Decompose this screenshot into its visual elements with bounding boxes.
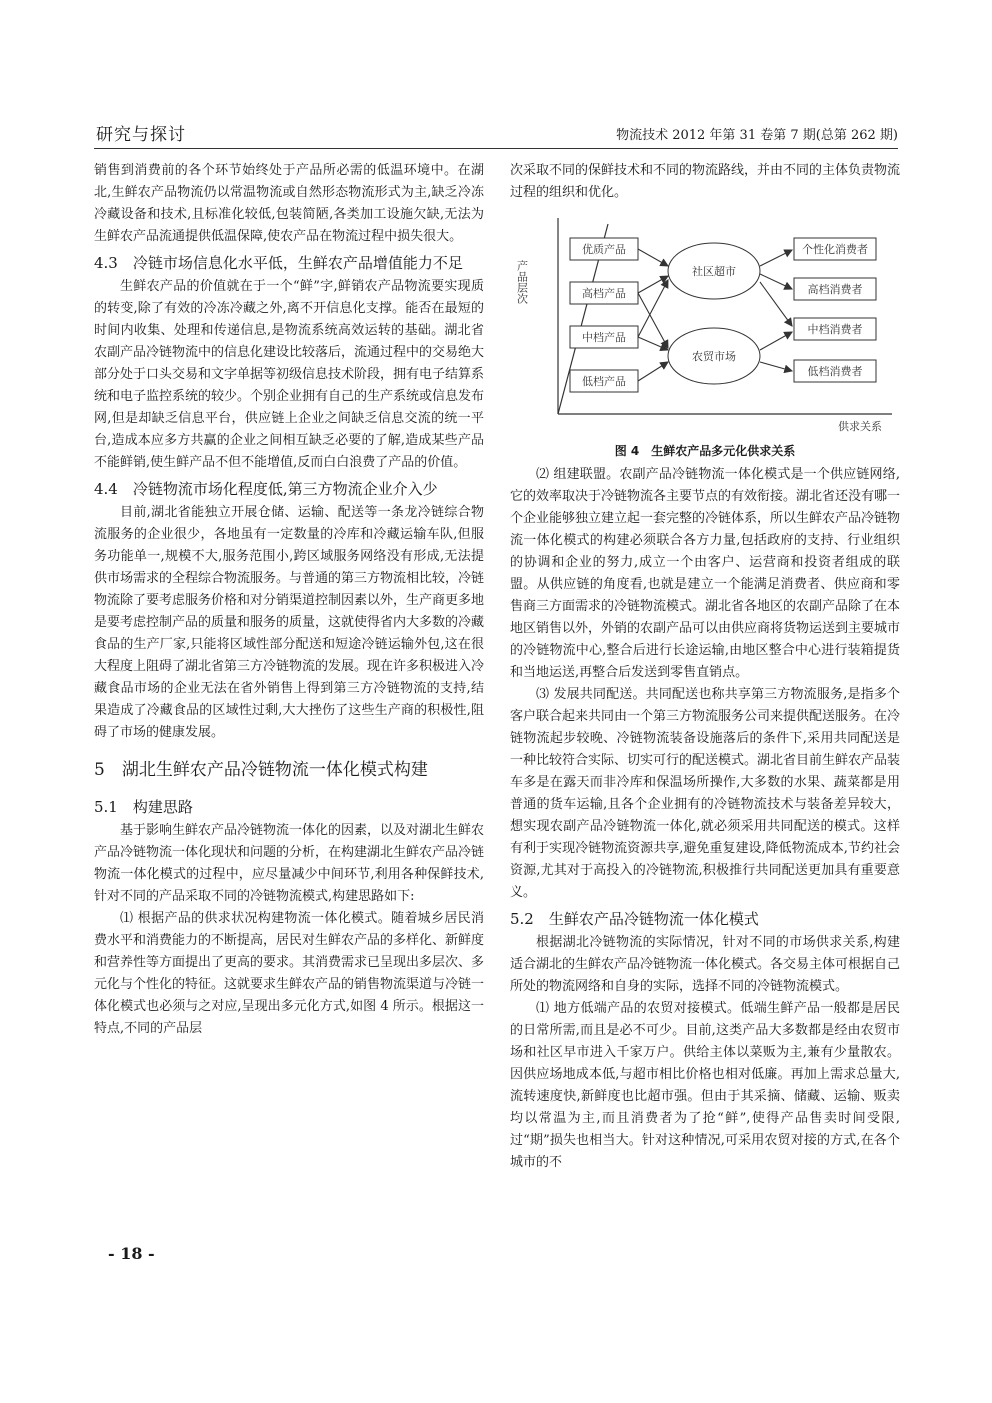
journal-info: 物流技术 2012 年第 31 卷第 7 期(总第 262 期)	[616, 128, 898, 143]
header-rule	[94, 148, 898, 149]
product-label: 高档产品	[582, 287, 626, 300]
consumer-label: 低档消费者	[807, 365, 863, 378]
market-label: 农贸市场	[692, 350, 736, 363]
paragraph: ⑴ 根据产品的供求状况构建物流一体化模式。随着城乡居民消费水平和消费能力的不断提高，居民对生鲜农产品的多样化、新鲜度和营养性等方面提出了更高的要求。其消费需求已呈现出多层次、多元化与个性化的特征。这就要求生鲜农产品的销售物流渠道与冷链一体化模式也必须与之对应,呈现出多元化方式,如图 4 所示。根据这一特点,不同的产品层	[94, 911, 485, 1036]
paragraph: 目前,湖北省能独立开展仓储、运输、配送等一条龙冷链综合物流服务的企业很少，各地虽有一定数量的冷库和冷藏运输车队,但服务功能单一,规模不大,服务范围小,跨区域服务网络没有形成,无法提供市场需求的全程综合物流服务。与普通的第三方物流相比较，冷链物流除了要考虑服务价格和对分销渠道控制因素以外，生产商更多地是要考虑控制产品的质量和服务的质量，这就使得省内大多数的冷藏食品的生产厂家,只能将区域性部分配送和短途冷链运输外包,这在很大程度上阻碍了湖北省第三方冷链物流的发展。现在许多积极进入冷藏食品市场的企业无法在省外销售上得到第三方冷链物流的支持,结果造成了冷藏食品的区域性过剩,大大挫伤了这些生产商的积极性,阻碍了市场的健康发展。	[94, 505, 485, 740]
paragraph: 次采取不同的保鲜技术和不同的物流路线，并由不同的主体负责物流过程的组织和优化。	[510, 163, 901, 200]
consumer-label: 中档消费者	[807, 323, 863, 336]
y-axis-label: 产品层次	[515, 260, 529, 304]
heading-4-4: 4.4 冷链物流市场化程度低,第三方物流企业介入少	[94, 480, 438, 498]
section-title: 研究与探讨	[96, 125, 186, 145]
paragraph: 生鲜农产品的价值就在于一个“鲜”字,鲜销农产品物流要实现质的转变,除了有效的冷冻冷藏之外,离不开信息化支撑。能否在最短的时间内收集、处理和传递信息,是物流系统高效运转的基础。湖北省农副产品冷链物流中的信息化建设比较落后，流通过程中的交易绝大部分处于口头交易和文字单据等初级信息技术阶段，拥有电子结算系统和电子监控系统的较少。个别企业拥有自己的生产系统或信息发布网,但是却缺乏信息平台，供应链上企业之间缺乏信息交流的统一平台,造成本应多方共赢的企业之间相互缺乏必要的了解,造成某些产品不能鲜销,使生鲜产品不但不能增值,反而白白浪费了产品的价值。	[94, 279, 485, 470]
market-ellipses	[668, 243, 760, 384]
paragraph: ⑶ 发展共同配送。共同配送也称共享第三方物流服务,是指多个客户联合起来共同由一个第三方物流服务公司来提供配送服务。在冷链物流起步较晚、冷链物流装备设施落后的条件下,采用共同配送是一种比较符合实际、切实可行的配送模式。湖北省目前生鲜农产品装车多是在露天而非冷库和保温场所操作,大多数的水果、蔬菜都是用普通的货车运输,且各个企业拥有的冷链物流技术与装备差异较大，想实现农副产品冷链物流一体化,就必须采用共同配送的模式。这样有利于实现冷链物流资源共享,避免重复建设,降低物流成本,节约社会资源,尤其对于高投入的冷链物流,积极推行共同配送更加具有重要意义。	[510, 687, 901, 900]
paragraph: 根据湖北冷链物流的实际情况，针对不同的市场供求关系,构建适合湖北的生鲜农产品冷链物流一体化模式。各交易主体可根据自己所处的物流网络和自身的实际，选择不同的冷链物流模式。	[510, 935, 901, 994]
consumer-label: 高档消费者	[807, 283, 863, 296]
consumer-label: 个性化消费者	[802, 243, 868, 256]
running-header	[94, 118, 898, 148]
x-axis-label: 供求关系	[838, 420, 882, 433]
market-label: 社区超市	[692, 265, 736, 278]
paragraph: 销售到消费前的各个环节始终处于产品所必需的低温环境中。在湖北,生鲜农产品物流仍以常温物流或自然形态物流形式为主,缺乏冷冻冷藏设备和技术,且标准化较低,包装简陋,各类加工设施欠缺,无法为生鲜农产品流通提供低温保障,使农产品在物流过程中损失很大。	[94, 163, 484, 244]
product-label: 中档产品	[582, 331, 626, 344]
consumer-boxes	[794, 238, 876, 382]
supply-demand-diagram	[510, 210, 900, 434]
heading-4-3: 4.3 冷链市场信息化水平低，生鲜农产品增值能力不足	[94, 254, 463, 272]
heading-5-1: 5.1 构建思路	[94, 798, 193, 816]
product-label: 低档产品	[582, 375, 626, 388]
paragraph: ⑵ 组建联盟。农副产品冷链物流一体化模式是一个供应链网络,它的效率取决于冷链物流各主要节点的有效衔接。湖北省还没有哪一个企业能够独立建立起一套完整的冷链体系，所以生鲜农产品冷链物流一体化模式的构建必须联合各方力量,包括政府的支持、行业组织的协调和企业的努力,成立一个由客户、运营商和投资者组成的联盟。从供应链的角度看,也就是建立一个能满足消费者、供应商和零售商三方面需求的冷链物流模式。湖北省各地区的农副产品除了在本地区销售以外，外销的农副产品可以由供应商将货物运送到主要城市的冷链物流中心,整合后进行长途运输,由地区整合中心进行装箱提货和当地运送,再整合后发送到零售直销点。	[510, 467, 901, 680]
figure-4	[510, 210, 900, 434]
right-column	[510, 160, 900, 1174]
product-label: 优质产品	[582, 243, 626, 256]
left-column	[94, 160, 484, 1040]
product-boxes	[570, 238, 638, 392]
heading-5: 5 湖北生鲜农产品冷链物流一体化模式构建	[94, 760, 428, 780]
page-number: - 18 -	[108, 1244, 155, 1263]
figure-caption: 图 4 生鲜农产品多元化供求关系	[614, 444, 796, 458]
heading-5-2: 5.2 生鲜农产品冷链物流一体化模式	[510, 910, 759, 928]
paragraph: 基于影响生鲜农产品冷链物流一体化的因素，以及对湖北生鲜农产品冷链物流一体化现状和问题的分析，在构建湖北生鲜农产品冷链物流一体化模式的过程中，应尽量减少中间环节,利用各种保鲜技术,针对不同的产品采取不同的冷链物流模式,构建思路如下:	[94, 823, 485, 904]
paragraph: ⑴ 地方低端产品的农贸对接模式。低端生鲜产品一般都是居民的日常所需,而且是必不可少。目前,这类产品大多数都是经由农贸市场和社区早市进入千家万户。供给主体以菜贩为主,兼有少量散农。因供应场地成本低,与超市相比价格也相对低廉。再加上需求总量大,流转速度快,新鲜度也比超市强。但由于其采摘、储藏、运输、贩卖均以常温为主,而且消费者为了抢“鲜”,使得产品售卖时间受限,过“期”损失也相当大。针对这种情况,可采用农贸对接的方式,在各个城市的不	[510, 1001, 900, 1170]
